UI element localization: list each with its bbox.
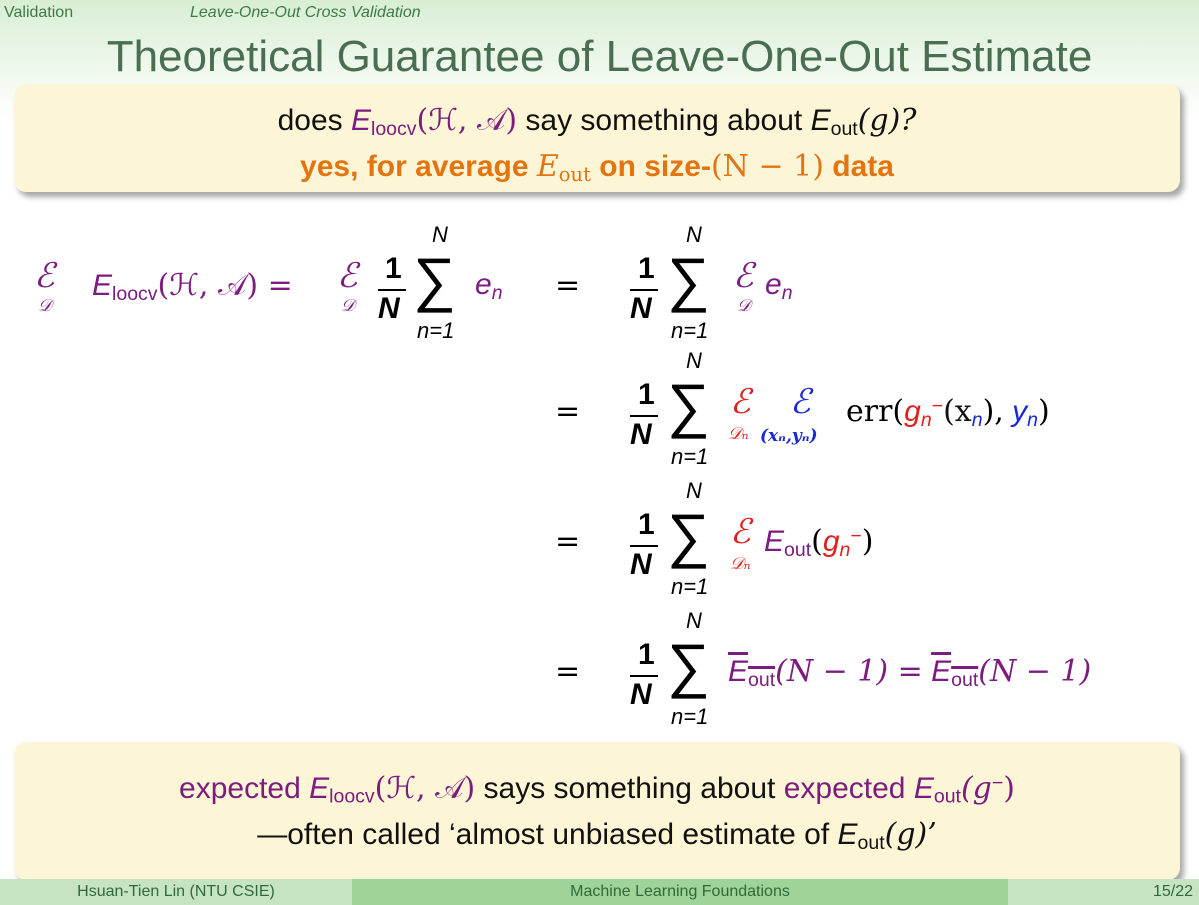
a-data: data: [832, 149, 894, 183]
q-args: (ℋ, 𝒜): [416, 103, 518, 138]
sum-symbol: ∑: [667, 632, 710, 699]
q-does: does: [277, 104, 343, 137]
frac-numerator: 1: [638, 378, 655, 411]
sum-lower: n=1: [671, 704, 709, 729]
expectation-sub-D: 𝒟: [341, 296, 355, 316]
conclusion-box: [14, 742, 1180, 880]
q-sub: loocv: [371, 117, 417, 140]
lhs-eloocv: $E_{loocv}(ℋ$, 𝒜) =: [92, 268, 293, 305]
frac-bar: [378, 289, 406, 291]
sum-upper: N: [432, 222, 448, 247]
breadcrumb-subsection[interactable]: Leave-One-Out Cross Validation: [190, 4, 421, 21]
expectation-sub-Dn: 𝒟ₙ: [728, 424, 749, 444]
a-E: E: [536, 148, 559, 184]
expectation-sub-xy: (xₙ,yₙ): [760, 426, 818, 446]
sum-lower: n=1: [671, 444, 709, 469]
sum-upper: N: [686, 222, 702, 247]
a-size: on size-: [599, 149, 711, 183]
frac-denominator: N: [630, 548, 652, 581]
expectation-sub-D: 𝒟: [38, 296, 52, 316]
expectation-symbol: ℰ: [34, 256, 55, 296]
a-n1: (N − 1): [710, 148, 824, 184]
frac-bar: [630, 415, 658, 417]
frac-denominator: N: [630, 418, 652, 451]
q-say: say something about: [525, 104, 803, 137]
expectation-symbol: ℰ: [337, 256, 358, 296]
e-n: $e_n$: [475, 268, 503, 304]
q-g: (g)?: [857, 103, 917, 138]
footer-course: Machine Learning Foundations: [352, 879, 1008, 905]
err-expression: $err(g_n^-(x_n)$, $y_n$): [846, 394, 1050, 431]
sum-symbol: ∑: [667, 246, 710, 313]
sum-upper: N: [686, 348, 702, 373]
answer-line: [14, 148, 1180, 194]
expectation-symbol-xy: ℰ: [790, 382, 811, 422]
equals-4: =: [555, 654, 581, 689]
frac-bar: [630, 545, 658, 547]
conclusion-line-2: —often called ‘almost unbiased estimate of $E_{out}(g)$’: [257, 816, 937, 854]
expectation-symbol: ℰ: [733, 256, 754, 296]
q-Eout: E: [810, 104, 831, 137]
frac-bar: [630, 289, 658, 291]
frac-denominator: N: [630, 292, 652, 325]
footer-page-number: 15/22: [1008, 879, 1199, 905]
footer-author: Hsuan-Tien Lin (NTU CSIE): [0, 879, 352, 905]
equals-3: =: [555, 524, 581, 559]
q-E: E: [350, 104, 371, 137]
sum-upper: N: [686, 608, 702, 633]
frac-numerator: 1: [638, 252, 655, 285]
a-yes: yes, for average: [300, 149, 529, 183]
question-line: [14, 84, 1180, 148]
breadcrumb-section[interactable]: Validation: [4, 4, 74, 21]
frac-numerator: 1: [385, 252, 402, 285]
expectation-sub-D: 𝒟: [737, 296, 751, 316]
sum-symbol: ∑: [667, 372, 710, 439]
sum-symbol: ∑: [667, 502, 710, 569]
q-out-sub: out: [830, 117, 858, 140]
expectation-symbol-Dn: ℰ: [730, 512, 751, 552]
sum-symbol: ∑: [413, 246, 456, 313]
frac-denominator: N: [630, 678, 652, 711]
expectation-sub-Dn: 𝒟ₙ: [730, 554, 751, 574]
frac-bar: [630, 675, 658, 677]
sum-lower: n=1: [671, 318, 709, 343]
sum-lower: n=1: [671, 574, 709, 599]
frac-numerator: 1: [638, 508, 655, 541]
eout-gn: $E_{out}(g_n^-)$: [764, 524, 874, 561]
question-box: [14, 84, 1180, 192]
slide-title: Theoretical Guarantee of Leave-One-Out Estimate: [106, 32, 1093, 81]
frac-denominator: N: [378, 292, 400, 325]
expectation-symbol-Dn: ℰ: [730, 382, 751, 422]
avg-eout-expression: $E_{out}(N - 1) = E_{out}(N - 1)$: [728, 654, 1092, 691]
sum-upper: N: [686, 478, 702, 503]
frac-numerator: 1: [638, 638, 655, 671]
conclusion-line-1: expected $E_{loocv}(ℋ$, 𝒜) says something about expected $E_{out}(g^-)$: [179, 770, 1015, 808]
equals-2: =: [555, 394, 581, 429]
sum-lower: n=1: [417, 318, 455, 343]
e-n: $e_n$: [765, 268, 793, 304]
footer: [0, 879, 1199, 905]
a-out: out: [558, 162, 591, 186]
equals-1: =: [555, 268, 581, 303]
